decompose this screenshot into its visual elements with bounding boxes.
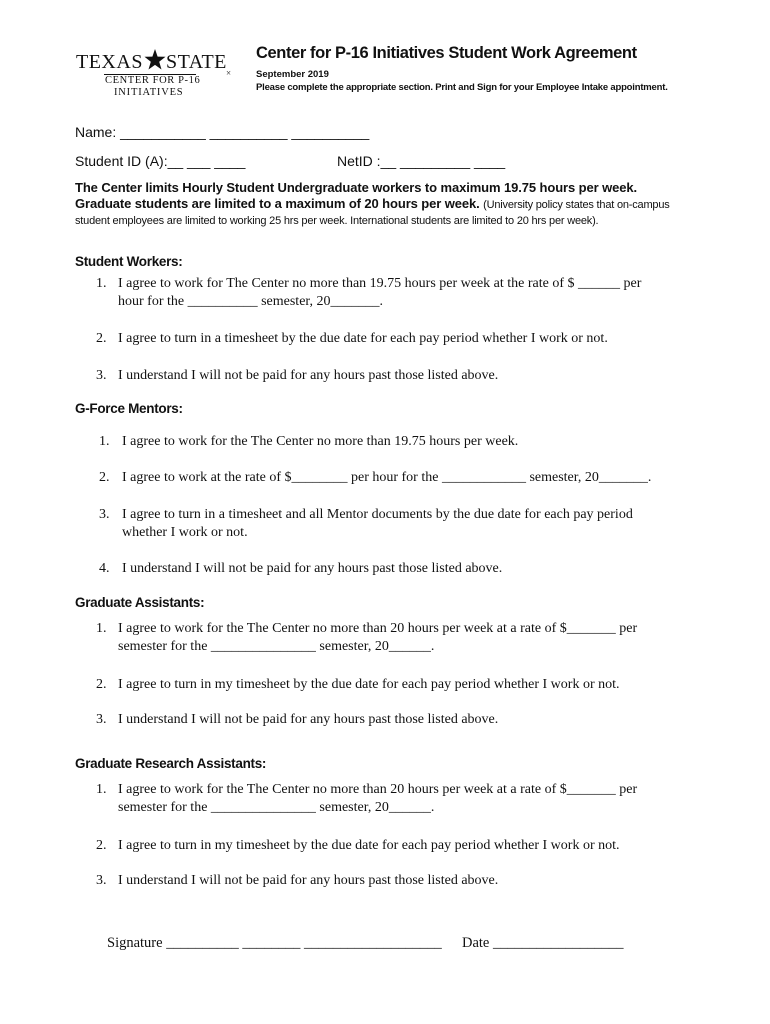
item-number: 2. [96, 838, 107, 853]
logo-subtitle-line1: CENTER FOR P-16 [105, 75, 201, 86]
list-item [99, 506, 709, 546]
item-text: I understand I will not be paid for any hours past those listed above. [118, 873, 499, 888]
item-text: semester for the _______________ semester, 20______. [118, 800, 435, 815]
item-number: 4. [99, 561, 110, 576]
limit-line-graduate: Graduate students are limited to a maximum of 20 hours per week. [75, 196, 480, 211]
list-item [96, 837, 706, 857]
list-item [99, 469, 709, 489]
star-icon [144, 48, 166, 72]
item-number: 3. [96, 712, 107, 727]
netid-field[interactable]: NetID :__ _________ ____ [337, 153, 506, 169]
item-number: 1. [96, 782, 107, 797]
item-text: I agree to work for the The Center no more than 19.75 hours per week. [122, 434, 519, 449]
list-item [96, 620, 706, 660]
item-text: semester for the _______________ semester, 20______. [118, 639, 435, 654]
list-item [96, 781, 706, 821]
item-text: I understand I will not be paid for any hours past those listed above. [118, 368, 499, 383]
logo-subtitle-line2: INITIATIVES [114, 87, 184, 98]
section-heading-graduate-research-assistants: Graduate Research Assistants: [75, 756, 267, 771]
limit-line-undergrad: The Center limits Hourly Student Undergraduate workers to maximum 19.75 hours per week. [75, 180, 638, 195]
item-text: I agree to work for the The Center no more than 20 hours per week at a rate of $_______ per [118, 782, 638, 797]
list-item [96, 676, 706, 696]
list-item [96, 711, 706, 731]
list-item [96, 872, 706, 892]
item-text: I agree to work for the The Center no more than 20 hours per week at a rate of $_______ per [118, 621, 638, 636]
list-item [96, 275, 696, 315]
item-number: 3. [99, 507, 110, 522]
page-title: Center for P-16 Initiatives Student Work Agreement [256, 44, 637, 62]
logo-word-right: STATE [166, 51, 227, 73]
logo-word-left: TEXAS [76, 51, 143, 73]
item-number: 1. [96, 621, 107, 636]
item-text: I understand I will not be paid for any hours past those listed above. [118, 712, 499, 727]
item-text: hour for the __________ semester, 20_______. [118, 294, 384, 309]
item-text: I agree to work for The Center no more than 19.75 hours per week at the rate of $ ______ per [118, 276, 642, 291]
item-number: 3. [96, 873, 107, 888]
item-text: I agree to turn in my timesheet by the due date for each pay period whether I work or not. [118, 838, 620, 853]
signature-field[interactable]: Signature __________ ________ ___________________ [107, 935, 442, 951]
instructions: Please complete the appropriate section. Print and Sign for your Employee Intake appointment. [256, 82, 668, 93]
item-text: I agree to turn in a timesheet and all Mentor documents by the due date for each pay period [122, 507, 633, 522]
texas-state-logo [76, 48, 236, 100]
hours-limit-notice [75, 180, 680, 229]
limit-policy-note: (University policy states that on-campus student employees are limited to working 25 hrs per week. International students are limited to 20 hrs per week). [75, 199, 670, 227]
list-item [96, 330, 696, 350]
item-number: 2. [99, 470, 110, 485]
item-number: 2. [96, 677, 107, 692]
item-text: I agree to work at the rate of $________ per hour for the ____________ semester, 20_______. [122, 470, 652, 485]
logo-mark: × [226, 68, 232, 78]
date-field[interactable]: Date __________________ [462, 935, 624, 951]
list-item [99, 433, 709, 453]
item-text: I agree to turn in my timesheet by the due date for each pay period whether I work or not. [118, 677, 620, 692]
item-number: 1. [96, 276, 107, 291]
section-heading-student-workers: Student Workers: [75, 254, 183, 269]
student-id-field[interactable]: Student ID (A):__ ___ ____ [75, 153, 246, 169]
document-date: September 2019 [256, 69, 329, 80]
item-text: I understand I will not be paid for any hours past those listed above. [122, 561, 503, 576]
item-text: I agree to turn in a timesheet by the due date for each pay period whether I work or not. [118, 331, 608, 346]
item-number: 3. [96, 368, 107, 383]
list-item [99, 560, 709, 580]
section-heading-graduate-assistants: Graduate Assistants: [75, 595, 205, 610]
list-item [96, 367, 696, 387]
item-number: 2. [96, 331, 107, 346]
section-heading-gforce: G-Force Mentors: [75, 401, 183, 416]
item-text: whether I work or not. [122, 525, 248, 540]
name-field[interactable]: Name: ___________ __________ __________ [75, 124, 370, 140]
item-number: 1. [99, 434, 110, 449]
